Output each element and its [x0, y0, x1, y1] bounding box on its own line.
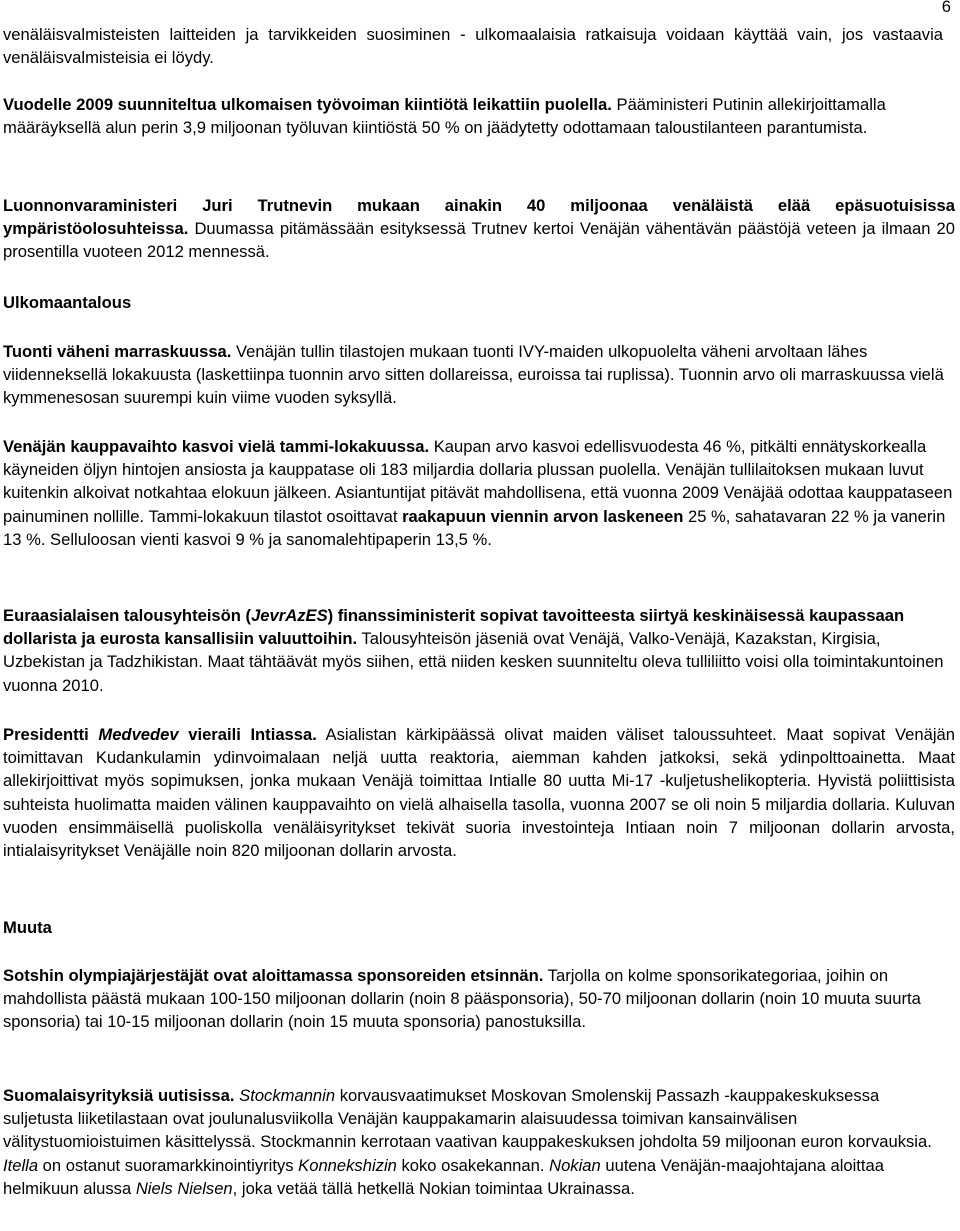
eurasec-headline-1: Euraasialaisen talousyhteisön ( [3, 606, 252, 625]
section-heading-foreign-economy: Ulkomaantalous [3, 293, 132, 312]
environment-body: Duumassa pitämässään esityksessä Trutnev kertoi Venäjän vähentävän päästöjä veteen ja ilmaan 20 prosentilla vuoteen 2012 mennessä. [3, 219, 955, 262]
finnish-text-1: korvausvaatimukset Moskovan Smolenskij Passazh -kauppakeskuksessa suljetusta liiketilastaan ovat joulunalusviikolla Venäjän kauppakamarin alaisuudessa toimivan kansainvälisen välitystuomioistuimen käsittelyssä. Stockmannin kerrotaan vaativan kauppakeskuksen johdolta 59 miljoonan euron korvauksia. [3, 1086, 932, 1152]
eurasec-headline-2: ) finanssiministerit sopivat tavoitteesta siirtyä keskinäisessä kaupassaan dollarista ja eurosta kansallisiin valuuttoihin. [3, 606, 905, 649]
sochi-paragraph [3, 964, 943, 1034]
imports-body: Venäjän tullin tilastojen mukaan tuonti IVY-maiden ulkopuolelta väheni arvoltaan lähes viidenneksellä lokakuusta (laskettiinpa tuonnin arvo sitten dollareissa, euroissa tai ruplissa). Tuonnin arvo oli marraskuussa vielä kymmenesosan suurempi kuin viime vuoden syksyllä. [3, 342, 944, 408]
trade-paragraph [3, 435, 953, 551]
sochi-headline: Sotshin olympiajärjestäjät ovat aloittamassa sponsoreiden etsinnän. [3, 966, 544, 985]
finnish-niels-nielsen: Niels Nielsen [135, 1178, 233, 1198]
section-heading-other: Muuta [3, 918, 52, 937]
quota-headline: Vuodelle 2009 suunniteltua ulkomaisen työvoiman kiintiötä leikattiin puolella. [3, 95, 612, 114]
finnish-itella: Itella [3, 1155, 39, 1175]
sochi-body: Tarjolla on kolme sponsorikategoriaa, joihin on mahdollista päästä mukaan 100-150 miljoonan dollarin (noin 8 pääsponsoria), 50-70 miljoonan dollarin (noin 10 muuta suurta sponsoria) tai 10-15 miljoonan dollarin (noin 15 muuta sponsoria) panostuksilla. [3, 966, 921, 1032]
finnish-stockmann: Stockmannin [239, 1086, 336, 1105]
medvedev-paragraph [3, 723, 955, 862]
finnish-text-2: on ostanut suoramarkkinointiyritys [38, 1155, 299, 1175]
finnish-text-4: uutena Venäjän-maajohtajana aloittaa helmikuun alussa [3, 1155, 884, 1198]
environment-headline: Luonnonvaraministeri Juri Trutnevin mukaan ainakin 40 miljoonaa venäläistä elää epäsuotuisissa ympäristöolosuhteissa. [3, 196, 955, 239]
finnish-companies-paragraph [3, 1084, 933, 1200]
finnish-konnekshizin: Konnekshizin [298, 1155, 397, 1175]
finnish-nokian: Nokian [549, 1155, 601, 1175]
trade-headline: Venäjän kauppavaihto kasvoi vielä tammi-lokakuussa. [3, 437, 430, 456]
medvedev-headline-2: vieraili Intiassa. [178, 725, 317, 744]
intro-text: venäläisvalmisteisten laitteiden ja tarvikkeiden suosiminen - ulkomaalaisia ratkaisuja voidaan käyttää vain, jos vastaavia venäläisvalmisteisia ei löydy. [3, 25, 943, 68]
finnish-text-5: , joka vetää tällä hetkellä Nokian toimintaa Ukrainassa. [232, 1178, 635, 1198]
medvedev-headline-italic: Medvedev [98, 725, 179, 744]
trade-body-1: Kaupan arvo kasvoi edellisvuodesta 46 %, pitkälti ennätyskorkealla käyneiden öljyn hintojen ansiosta ja kauppatase oli 183 miljardia dollaria plussan puolella. Venäjän tullilaitoksen mukaan luvut kuitenkin alkoivat notkahtaa elokuun jälkeen. Asiantuntijat pitävät mahdollisena, että vuonna 2009 Venäjää odottaa kauppataseen painuminen nollille. Tammi-lokakuun tilastot osoittavat [3, 437, 953, 526]
finnish-headline: Suomalaisyrityksiä uutisissa. [3, 1086, 235, 1105]
eurasec-body: Talousyhteisön jäseniä ovat Venäjä, Valko-Venäjä, Kazakstan, Kirgisia, Uzbekistan ja Tadzhikistan. Maat tähtäävät myös siihen, että niiden kesken suunniteltu oleva tulliliitto voisi olla toimintakuntoinen vuonna 2010. [3, 629, 944, 695]
quota-paragraph [3, 93, 955, 139]
imports-paragraph [3, 340, 958, 410]
trade-body-2: 25 %, sahatavaran 22 % ja vanerin 13 %. Selluloosan vienti kasvoi 9 % ja sanomalehtipaperin 13,5 %. [3, 506, 946, 549]
intro-paragraph [3, 23, 943, 69]
eurasec-headline-italic: JevrAzES [251, 606, 328, 625]
page-number: 6 [941, 0, 951, 16]
eurasec-paragraph [3, 604, 947, 697]
medvedev-headline-1: Presidentti [3, 725, 99, 744]
medvedev-body: Asialistan kärkipäässä olivat maiden väliset taloussuhteet. Maat sopivat Venäjän toimittavan Kudankulamin ydinvoimalaan neljä uutta reaktoria, aiemman kahden jatkoksi, sekä ydinpolttoainetta. Maat allekirjoittivat myös sopimuksen, jonka mukaan Venäjä toimittaa Intialle 80 uutta Mi-17 -kuljetushelikopteria. Hyvistä poliittisista suhteista huolimatta maiden välinen kauppavaihto on vielä alhaisella tasolla, vuonna 2007 se oli noin 5 miljardia dollaria. Kuluvan vuoden ensimmäisellä puoliskolla venäläisyritykset tekivät suoria investointeja Intiaan noin 7 miljoonan dollarin arvosta, intialaisyritykset Venäjälle noin 820 miljoonan dollarin arvosta. [3, 725, 955, 861]
imports-headline: Tuonti väheni marraskuussa. [3, 342, 232, 361]
trade-bold-phrase: raakapuun viennin arvon laskeneen [402, 506, 684, 526]
finnish-text-3: koko osakekannan. [396, 1155, 550, 1175]
environment-paragraph [3, 194, 955, 264]
quota-body: Pääministeri Putinin allekirjoittamalla määräyksellä alun perin 3,9 miljoonan työluvan kiintiöstä 50 % on jäädytetty odottamaan taloustilanteen parantumista. [3, 95, 886, 138]
